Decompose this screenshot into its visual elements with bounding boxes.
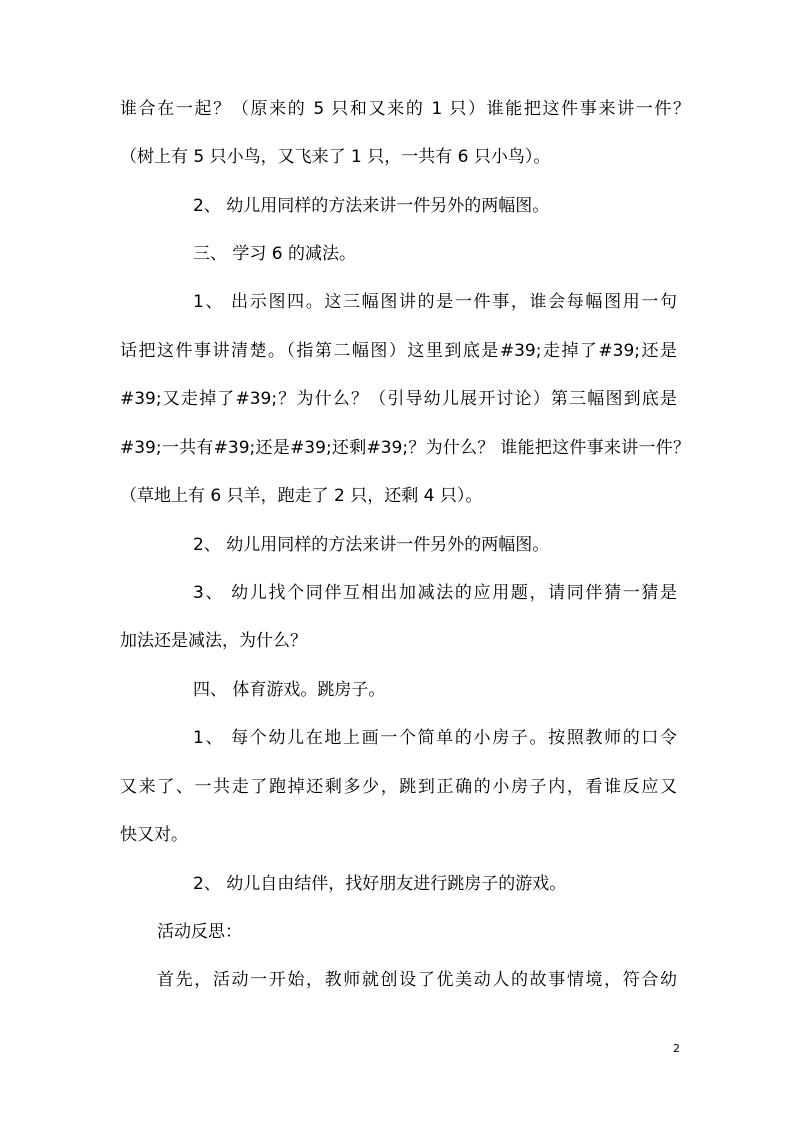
section-heading: 三、 学习 6 的减法。 — [193, 244, 357, 264]
text-line: 加法还是减法，为什么？ — [120, 631, 307, 651]
text-line: 2、 幼儿用同样的方法来讲一件另外的两幅图。 — [193, 196, 550, 216]
text-line: #39;又走掉了#39;？为什么？（引导幼儿展开讨论）第三幅图到底是 — [120, 389, 677, 409]
page-number: 2 — [673, 1042, 680, 1055]
section-heading: 四、 体育游戏。跳房子。 — [193, 680, 386, 700]
text-line: 快又对。 — [120, 825, 188, 845]
text-line: 谁合在一起？（原来的 5 只和又来的 1 只）谁能把这件事来讲一件？ — [120, 99, 690, 119]
text-line: 1、 每个幼儿在地上画一个简单的小房子。按照教师的口令 — [193, 728, 677, 748]
text-line: 首先，活动一开始，教师就创设了优美动人的故事情境，符合幼 — [157, 970, 677, 990]
text-line: 2、 幼儿自由结伴，找好朋友进行跳房子的游戏。 — [193, 874, 567, 894]
text-line: #39;一共有#39;还是#39;还剩#39;？为什么？ 谁能把这件事来讲一件？ — [120, 438, 690, 458]
text-line: 3、 幼儿找个同伴互相出加减法的应用题，请同伴猜一猜是 — [193, 583, 677, 603]
section-heading: 活动反思： — [157, 922, 242, 942]
text-line: （草地上有 6 只羊，跑走了 2 只，还剩 4 只）。 — [120, 486, 483, 506]
text-line: 又来了、一共走了跑掉还剩多少，跳到正确的小房子内，看谁反应又 — [120, 777, 677, 797]
text-line: 2、 幼儿用同样的方法来讲一件另外的两幅图。 — [193, 535, 550, 555]
text-line: 1、 出示图四。这三幅图讲的是一件事，谁会每幅图用一句 — [193, 292, 677, 312]
text-line: 话把这件事讲清楚。（指第二幅图）这里到底是#39;走掉了#39;还是 — [120, 341, 677, 361]
text-line: （树上有 5 只小鸟，又飞来了 1 只，一共有 6 只小鸟）。 — [120, 147, 551, 167]
